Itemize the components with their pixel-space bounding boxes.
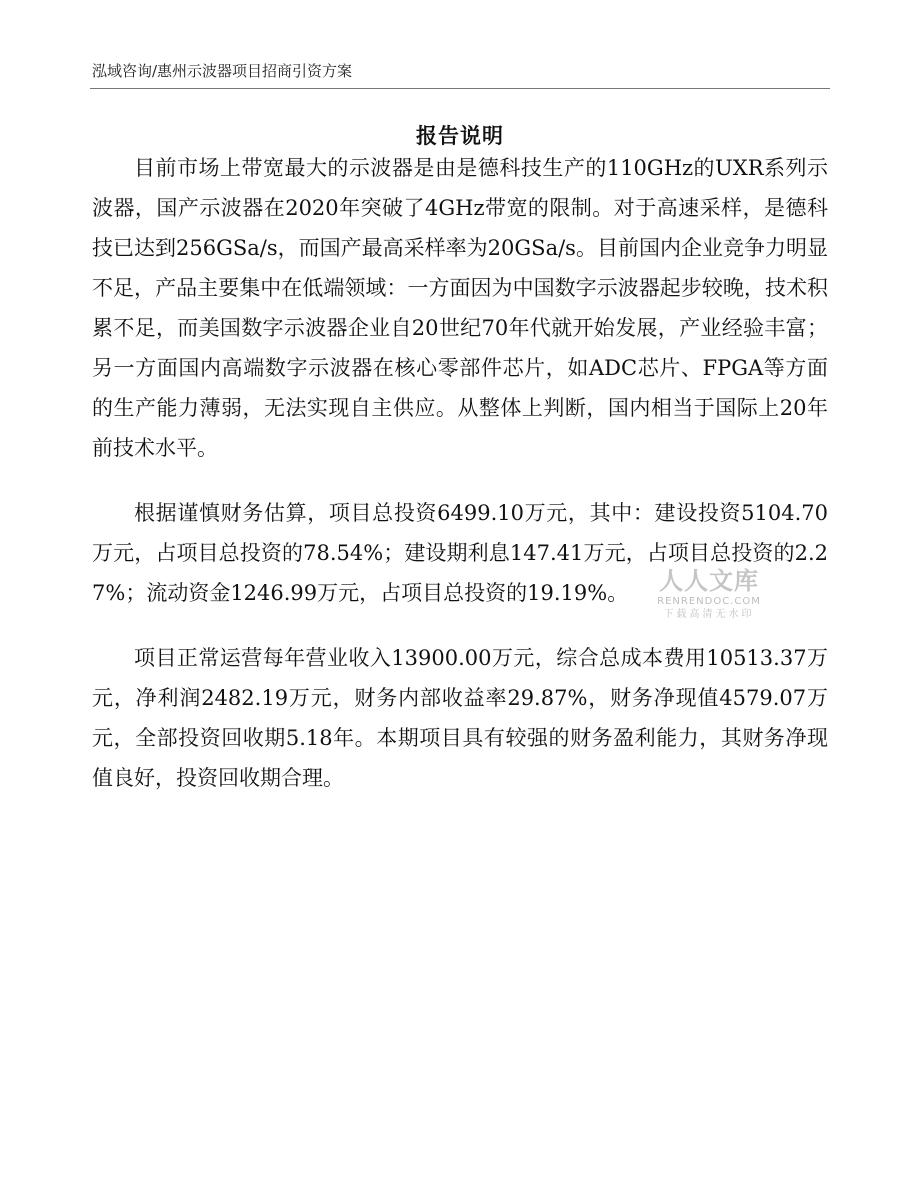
watermark-slogan: 下载高清无水印 xyxy=(663,609,755,620)
document-header: 泓域咨询/惠州示波器项目招商引资方案 xyxy=(92,62,353,80)
header-divider xyxy=(90,88,830,89)
paragraph-market-overview: 目前市场上带宽最大的示波器是由是德科技生产的110GHz的UXR系列示波器，国产示波器在2020年突破了4GHz带宽的限制。对于高速采样，是德科技已达到256GSa/s，而国产最高采样率为20GSa/s。目前国内企业竞争力明显不足，产品主要集中在低端领域：一方面因为中国数字示波器起步较晚，技术积累不足，而美国数字示波器企业自20世纪70年代就开始发展，产业经验丰富；另一方面国内高端数字示波器在核心零部件芯片，如ADC芯片、FPGA等方面的生产能力薄弱，无法实现自主供应。从整体上判断，国内相当于国际上20年前技术水平。 xyxy=(92,156,828,460)
page-title: 报告说明 xyxy=(416,123,504,148)
watermark-logo xyxy=(646,566,772,622)
paragraph-operations: 项目正常运营每年营业收入13900.00万元，综合总成本费用10513.37万元，净利润2482.19万元，财务内部收益率29.87%，财务净现值4579.07万元，全部投资回收期5.18年。本期项目具有较强的财务盈利能力，其财务净现值良好，投资回收期合理。 xyxy=(92,646,828,790)
paragraph-investment: 根据谨慎财务估算，项目总投资6499.10万元，其中：建设投资5104.70万元，占项目总投资的78.54%；建设期利息147.41万元，占项目总投资的2.27%；流动资金1246.99万元，占项目总投资的19.19%。 xyxy=(92,501,828,605)
watermark-domain: RENRENDOC.COM xyxy=(657,596,761,607)
watermark-brand: 人人文库 xyxy=(659,567,759,595)
document-body xyxy=(92,148,828,798)
